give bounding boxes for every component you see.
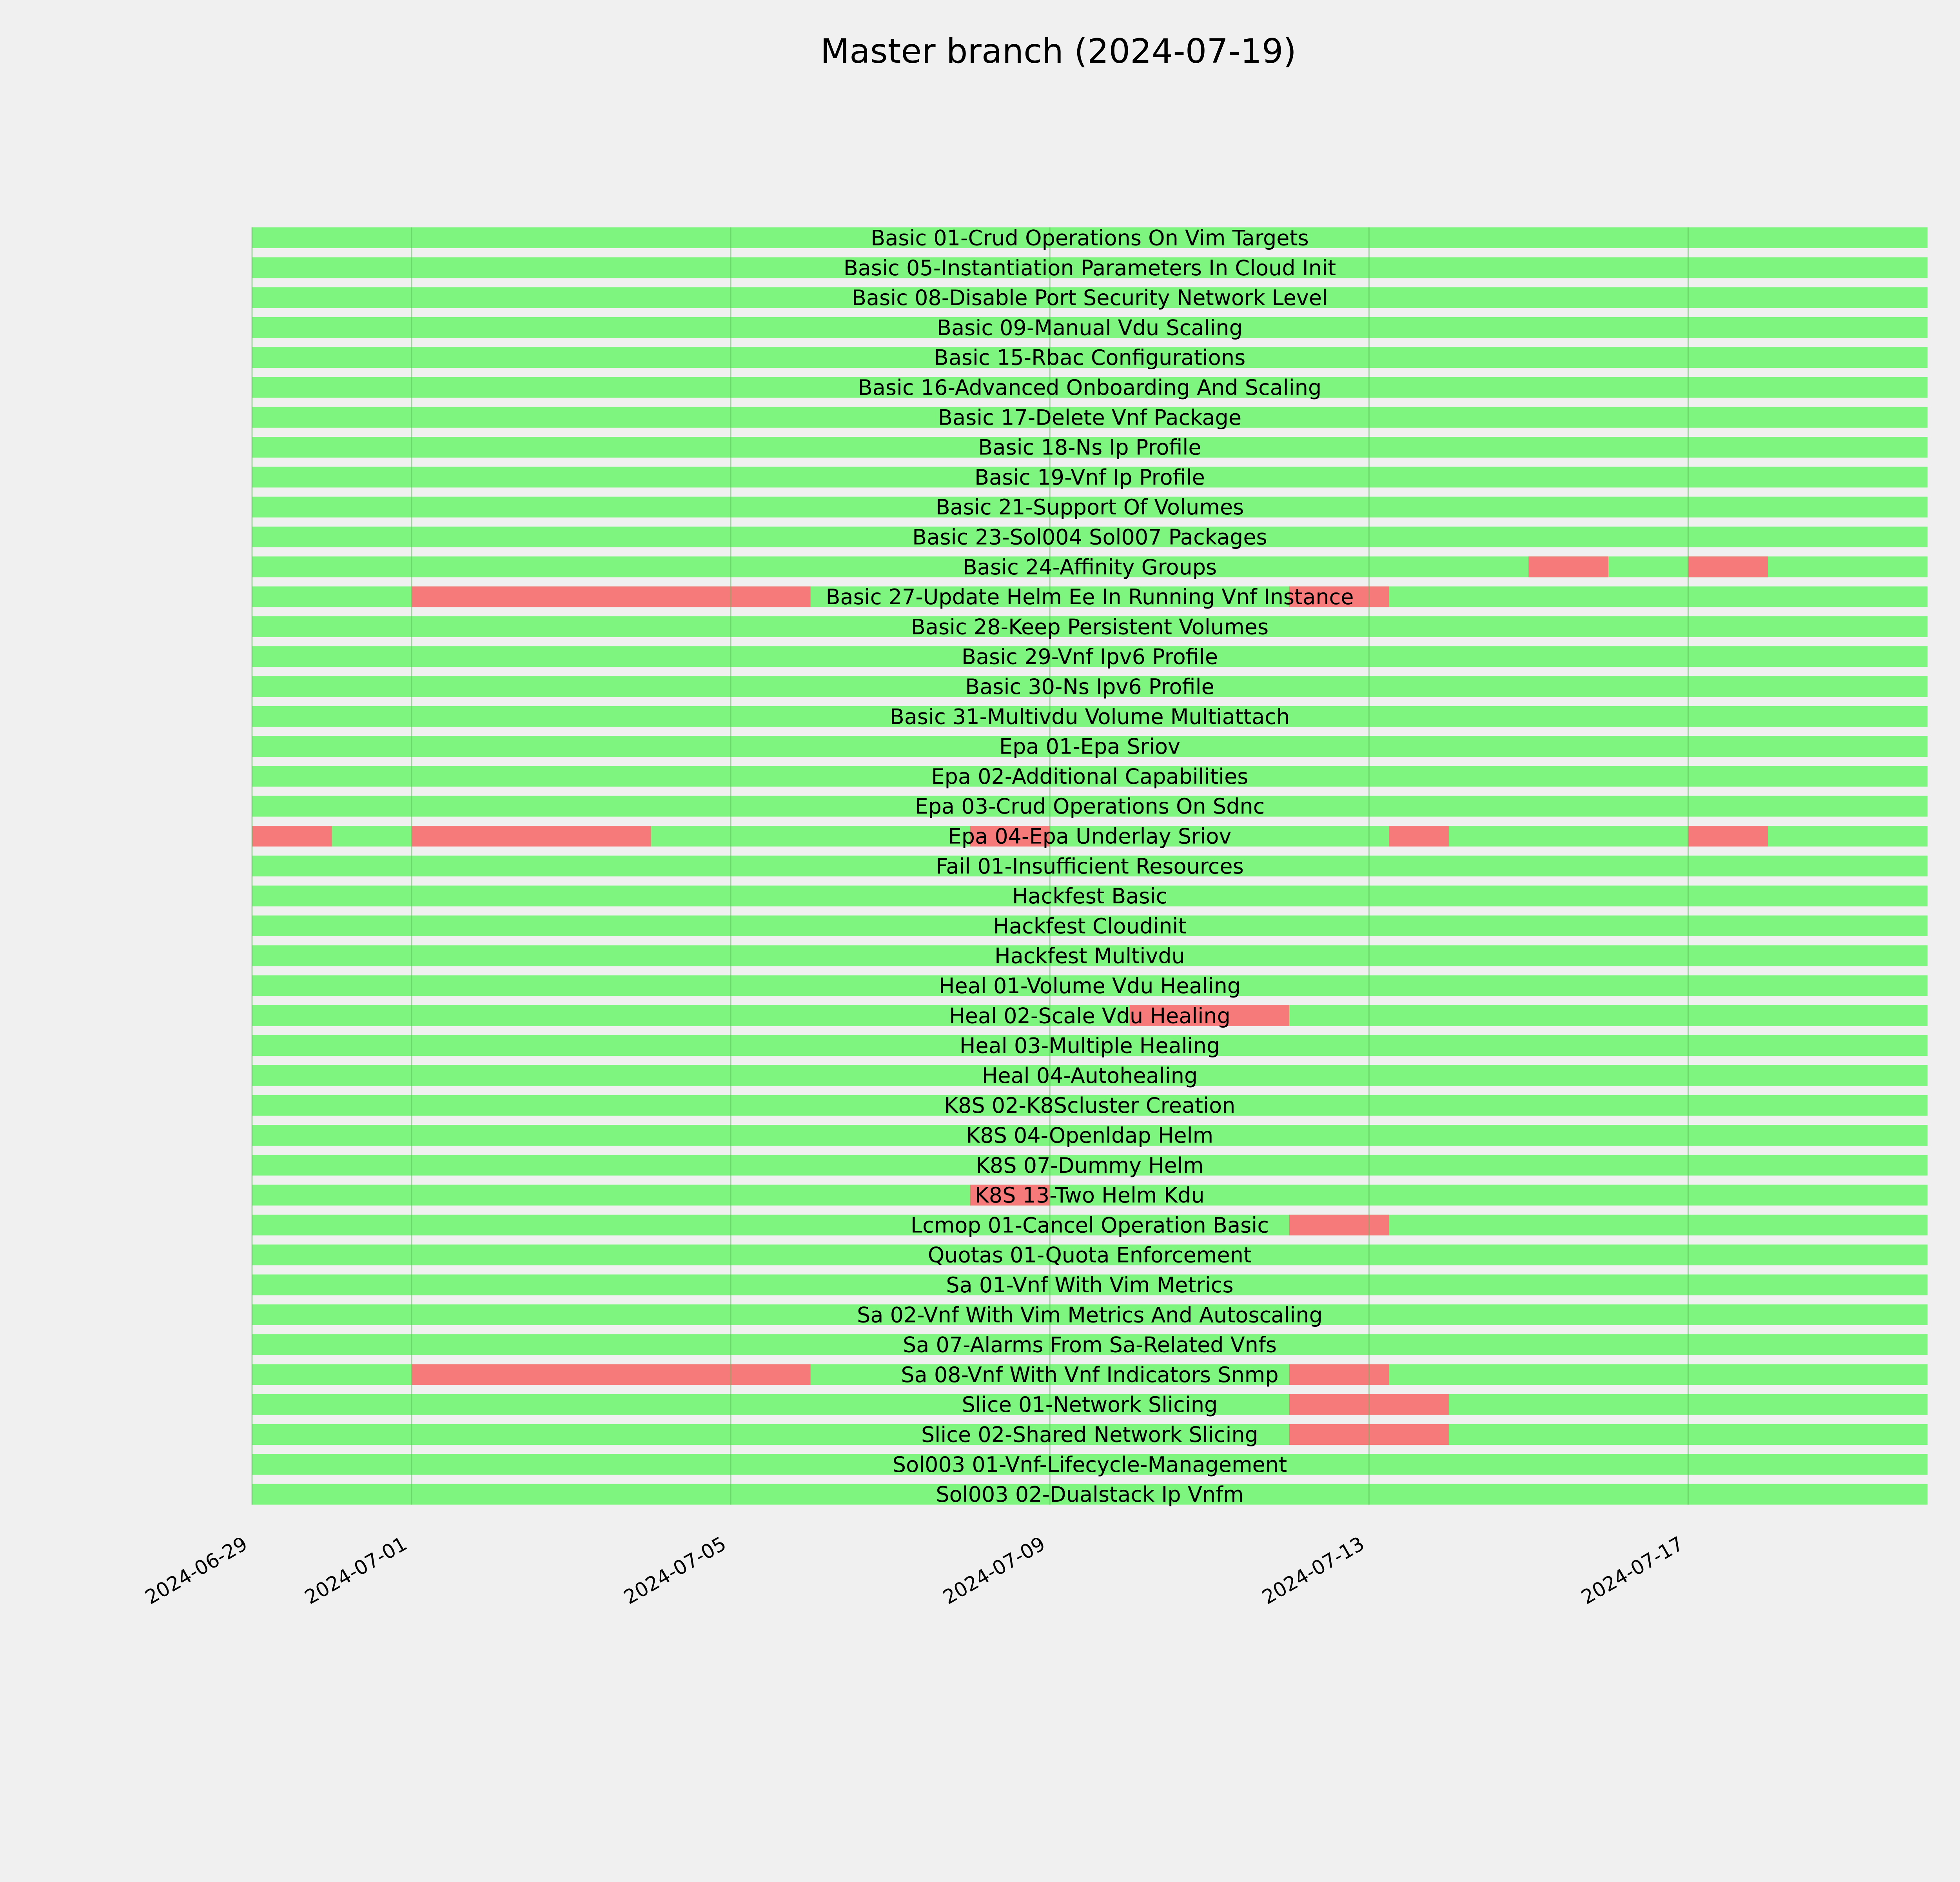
row-label: Basic 27-Update Helm Ee In Running Vnf Instance	[826, 585, 1354, 610]
failure-segment	[412, 587, 811, 607]
failure-segment	[1289, 1364, 1389, 1385]
row-label: Heal 04-Autohealing	[982, 1063, 1198, 1088]
row-label: Sol003 02-Dualstack Ip Vnfm	[936, 1482, 1244, 1507]
row-label: Basic 09-Manual Vdu Scaling	[937, 315, 1243, 340]
row-label: Basic 21-Support Of Volumes	[935, 495, 1244, 520]
failure-segment	[252, 826, 332, 847]
row-label: Sol003 01-Vnf-Lifecycle-Management	[892, 1452, 1287, 1477]
row-label: Hackfest Basic	[1012, 884, 1168, 909]
row-label: Slice 02-Shared Network Slicing	[921, 1422, 1258, 1447]
row-label: Sa 07-Alarms From Sa-Related Vnfs	[902, 1332, 1277, 1357]
row-label: Heal 01-Volume Vdu Healing	[938, 974, 1241, 998]
row-label: Basic 18-Ns Ip Profile	[978, 435, 1201, 460]
row-label: K8S 07-Dummy Helm	[976, 1153, 1204, 1178]
row-label: Basic 01-Crud Operations On Vim Targets	[871, 225, 1309, 251]
row-label: Slice 01-Network Slicing	[962, 1392, 1218, 1417]
row-label: K8S 02-K8Scluster Creation	[944, 1093, 1236, 1118]
row-label: Lcmop 01-Cancel Operation Basic	[910, 1213, 1269, 1238]
x-tick-label: 2024-07-13	[1258, 1532, 1368, 1609]
row-label: Epa 04-Epa Underlay Sriov	[948, 824, 1232, 849]
row-label: Sa 01-Vnf With Vim Metrics	[946, 1273, 1234, 1297]
x-tick-label: 2024-07-17	[1577, 1532, 1688, 1609]
failure-segment	[1688, 556, 1768, 577]
chart-title: Master branch (2024-07-19)	[820, 32, 1297, 71]
x-tick-label: 2024-07-05	[620, 1532, 730, 1609]
row-label: K8S 13-Two Helm Kdu	[975, 1183, 1205, 1208]
row-label: Basic 19-Vnf Ip Profile	[975, 465, 1205, 490]
row-label: Basic 08-Disable Port Security Network Level	[851, 285, 1328, 311]
row-label: Epa 03-Crud Operations On Sdnc	[915, 794, 1265, 819]
row-label: Basic 31-Multivdu Volume Multiattach	[889, 704, 1290, 729]
failure-segment	[412, 1364, 811, 1385]
failure-segment	[1389, 826, 1449, 847]
row-label: Epa 01-Epa Sriov	[999, 734, 1180, 759]
row-label: Basic 23-Sol004 Sol007 Packages	[912, 525, 1267, 550]
row-label: Basic 05-Instantiation Parameters In Cloud Init	[843, 255, 1336, 280]
failure-segment	[1528, 556, 1608, 577]
row-label: Sa 02-Vnf With Vim Metrics And Autoscaling	[857, 1303, 1323, 1328]
row-label: Hackfest Multivdu	[995, 943, 1185, 968]
row-label: Heal 02-Scale Vdu Healing	[949, 1003, 1230, 1028]
x-tick-label: 2024-07-01	[301, 1532, 411, 1609]
failure-segment	[1289, 1215, 1389, 1235]
row-label: Basic 29-Vnf Ipv6 Profile	[961, 644, 1218, 669]
row-label: Basic 15-Rbac Configurations	[934, 345, 1246, 370]
row-label: Quotas 01-Quota Enforcement	[927, 1243, 1252, 1268]
row-label: Epa 02-Additional Capabilities	[931, 764, 1249, 789]
row-label: Fail 01-Insufficient Resources	[936, 854, 1244, 879]
row-label: K8S 04-Openldap Helm	[966, 1123, 1214, 1148]
failure-segment	[412, 826, 651, 847]
row-label: Basic 24-Affinity Groups	[962, 554, 1217, 579]
failure-segment	[1688, 826, 1768, 847]
x-tick-label: 2024-07-09	[939, 1532, 1049, 1609]
row-label: Basic 28-Keep Persistent Volumes	[911, 614, 1269, 639]
row-label: Sa 08-Vnf With Vnf Indicators Snmp	[901, 1362, 1279, 1387]
row-label: Basic 17-Delete Vnf Package	[938, 405, 1242, 430]
row-label: Hackfest Cloudinit	[993, 914, 1187, 939]
row-label: Basic 16-Advanced Onboarding And Scaling	[858, 375, 1322, 400]
row-label: Basic 30-Ns Ipv6 Profile	[965, 674, 1214, 699]
x-tick-label: 2024-06-29	[141, 1532, 251, 1609]
row-label: Heal 03-Multiple Healing	[959, 1033, 1220, 1058]
